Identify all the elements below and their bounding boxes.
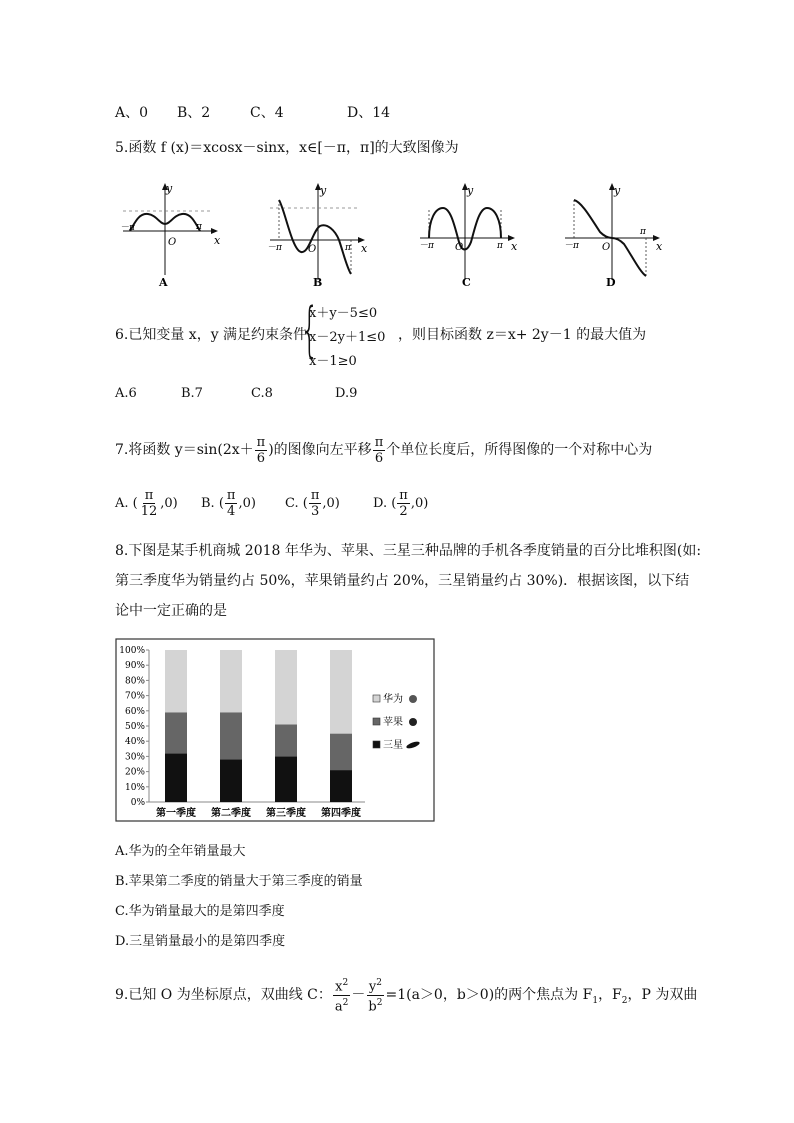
y-tick-label: 50% <box>124 722 145 732</box>
q6-option-c: C.8 <box>251 386 273 401</box>
q7-frac1-den: 6 <box>256 450 266 466</box>
graph-a-y-label: y <box>166 182 173 195</box>
legend-label: 华为 <box>383 694 403 705</box>
graph-d-origin: O <box>602 242 611 253</box>
graph-b <box>265 180 375 294</box>
bar-segment-华为 <box>330 650 352 734</box>
q7-frac2-den: 6 <box>374 450 384 466</box>
q6-constraint-2: x－2y＋1≤0 <box>309 330 386 345</box>
category-label: 第四季度 <box>321 808 361 819</box>
y-tick-label: 10% <box>124 782 145 793</box>
q9-stem-end: ，P 为双曲 <box>627 987 698 1003</box>
q8-option-a: A.华为的全年销量最大 <box>115 844 246 859</box>
bar-segment-三星 <box>165 753 187 802</box>
bar-segment-华为 <box>220 650 242 712</box>
q6-option-a: A.6 <box>115 386 137 401</box>
graph-d-label: D <box>606 276 616 289</box>
y-tick-label: 80% <box>124 676 145 687</box>
q4-option-d: D、14 <box>347 105 391 121</box>
q4-option-b: B、2 <box>177 105 211 121</box>
graph-b-label: B <box>313 276 323 289</box>
q4-options <box>115 103 390 123</box>
graph-c-origin: O <box>455 242 464 253</box>
graph-b-y-label: y <box>320 184 327 197</box>
q8-option-c: C.华为销量最大的是第四季度 <box>115 904 285 919</box>
graph-d-neg-pi: －π <box>564 241 579 251</box>
q8-chart-svg <box>115 638 435 822</box>
q6-option-d: D.9 <box>335 386 358 401</box>
graph-d <box>560 180 670 294</box>
q7-options <box>115 484 428 524</box>
apple-logo-icon <box>409 718 417 726</box>
q7-option-d: D. ( $\frac{\pi}{2}$ ,0) <box>373 488 429 519</box>
graph-a-origin: O <box>168 237 177 248</box>
graph-c-pi: π <box>497 241 503 251</box>
graph-a-label: A <box>159 276 168 289</box>
q9-stem-suffix: =1(a＞0，b＞0)的两个焦点为 F <box>385 987 593 1003</box>
q5-stem: 5.函数 f (x)＝xcosx－sinx，x∈[－π，π]的大致图像为 <box>115 140 459 156</box>
graph-a <box>118 180 228 294</box>
bar-segment-苹果 <box>165 712 187 753</box>
y-tick-label: 30% <box>124 752 145 763</box>
q9-stem: 9.已知 O 为坐标原点，双曲线 C： $\frac{x^2}{a^2}$ － $\frac{y^2}{b^2}$ =1(a＞0，b＞0)的两个焦点为 $F_1$，$F_2$，P 为双曲 <box>115 978 698 1014</box>
q9-stem-prefix: 9.已知 O 为坐标原点，双曲线 C： <box>115 987 332 1003</box>
graph-d-y-label: y <box>614 184 621 197</box>
q7-stem-mid: )的图像向左平移 <box>268 442 372 458</box>
legend-label: 三星 <box>383 740 403 751</box>
graph-d-pi: π <box>640 227 646 237</box>
y-tick-label: 90% <box>124 661 145 672</box>
q6-options <box>115 384 357 404</box>
q7-fraction-1 <box>255 435 268 466</box>
bar-segment-苹果 <box>275 724 297 756</box>
y-tick-label: 100% <box>119 646 145 656</box>
bar-segment-三星 <box>220 759 242 802</box>
category-label: 第三季度 <box>266 808 306 819</box>
q4-option-a: A、0 <box>115 105 149 121</box>
q7-option-c: C. ( $\frac{\pi}{3}$ ,0) <box>285 488 340 519</box>
bar-segment-苹果 <box>330 734 352 770</box>
q4-option-c: C、4 <box>250 105 284 121</box>
bar-segment-三星 <box>275 756 297 802</box>
y-tick-label: 60% <box>124 706 145 717</box>
legend-swatch <box>373 741 380 748</box>
bar-segment-华为 <box>165 650 187 712</box>
graph-a-x-label: x <box>214 234 221 247</box>
q6-brace: { <box>300 295 320 365</box>
graph-c-label: C <box>462 276 471 289</box>
q9-frac-x: $\frac{x^2}{a^2}$ <box>334 978 349 1014</box>
q6-constraint-3: x－1≥0 <box>309 354 357 369</box>
graph-b-origin: O <box>308 244 317 255</box>
q8-option-d: D.三星销量最小的是第四季度 <box>115 934 286 949</box>
graph-a-neg-pi: －π <box>120 223 135 233</box>
q8-stem-line-2: 第三季度华为销量约占 50%，苹果销量约占 20%，三星销量约占 30%)．根据该图，以下结 <box>115 573 690 589</box>
graph-b-neg-pi: －π <box>267 243 282 253</box>
q7-frac1-num: π <box>256 434 266 450</box>
q6-stem-prefix: 6.已知变量 x，y 满足约束条件 <box>115 327 308 343</box>
q7-option-b: B. ( $\frac{\pi}{4}$ ,0) <box>201 488 256 519</box>
q8-stacked-chart <box>115 638 435 826</box>
graph-a-pi: π <box>196 222 202 232</box>
q7-stem-suffix: 个单位长度后，所得图像的一个对称中心为 <box>386 442 653 458</box>
q8-stem-line-3: 论中一定正确的是 <box>115 603 227 619</box>
q7-stem-prefix: 7.将函数 y＝sin(2x＋ <box>115 442 254 458</box>
q8-stem-line-1: 8.下图是某手机商城 2018 年华为、苹果、三星三种品牌的手机各季度销量的百分比堆积图(如: <box>115 543 702 559</box>
graph-c-neg-pi: －π <box>419 241 434 251</box>
q8-option-b: B.苹果第二季度的销量大于第三季度的销量 <box>115 874 363 889</box>
y-tick-label: 70% <box>124 691 145 702</box>
bar-segment-苹果 <box>220 712 242 759</box>
category-label: 第二季度 <box>211 808 251 819</box>
q7-option-a: A. ( $\frac{\pi}{12}$ ,0) <box>115 488 178 519</box>
q9-frac-y: $\frac{y^2}{b^2}$ <box>368 978 383 1014</box>
legend-swatch <box>373 718 380 725</box>
graph-b-x-label: x <box>361 242 368 255</box>
q7-frac2-num: π <box>374 434 384 450</box>
bar-segment-华为 <box>275 650 297 724</box>
huawei-logo-icon <box>409 695 417 703</box>
category-label: 第一季度 <box>156 808 196 819</box>
q6-constraint-1: x＋y－5≤0 <box>309 306 378 321</box>
legend-swatch <box>373 695 380 702</box>
y-tick-label: 0% <box>130 798 145 808</box>
graph-c-y-label: y <box>467 184 474 197</box>
q6-option-b: B.7 <box>181 386 203 401</box>
graph-c <box>415 180 525 294</box>
bar-segment-三星 <box>330 770 352 802</box>
q7-fraction-2 <box>373 435 386 466</box>
q9-minus: － <box>351 987 366 1003</box>
graph-b-pi: π <box>345 243 351 253</box>
y-tick-label: 20% <box>124 767 145 778</box>
q7-stem <box>115 430 652 470</box>
graph-d-x-label: x <box>656 240 663 253</box>
q6-stem-suffix: ，则目标函数 z＝x+ 2y－1 的最大值为 <box>398 327 647 343</box>
legend-label: 苹果 <box>383 717 403 728</box>
y-tick-label: 40% <box>124 737 145 748</box>
graph-c-x-label: x <box>511 240 518 253</box>
